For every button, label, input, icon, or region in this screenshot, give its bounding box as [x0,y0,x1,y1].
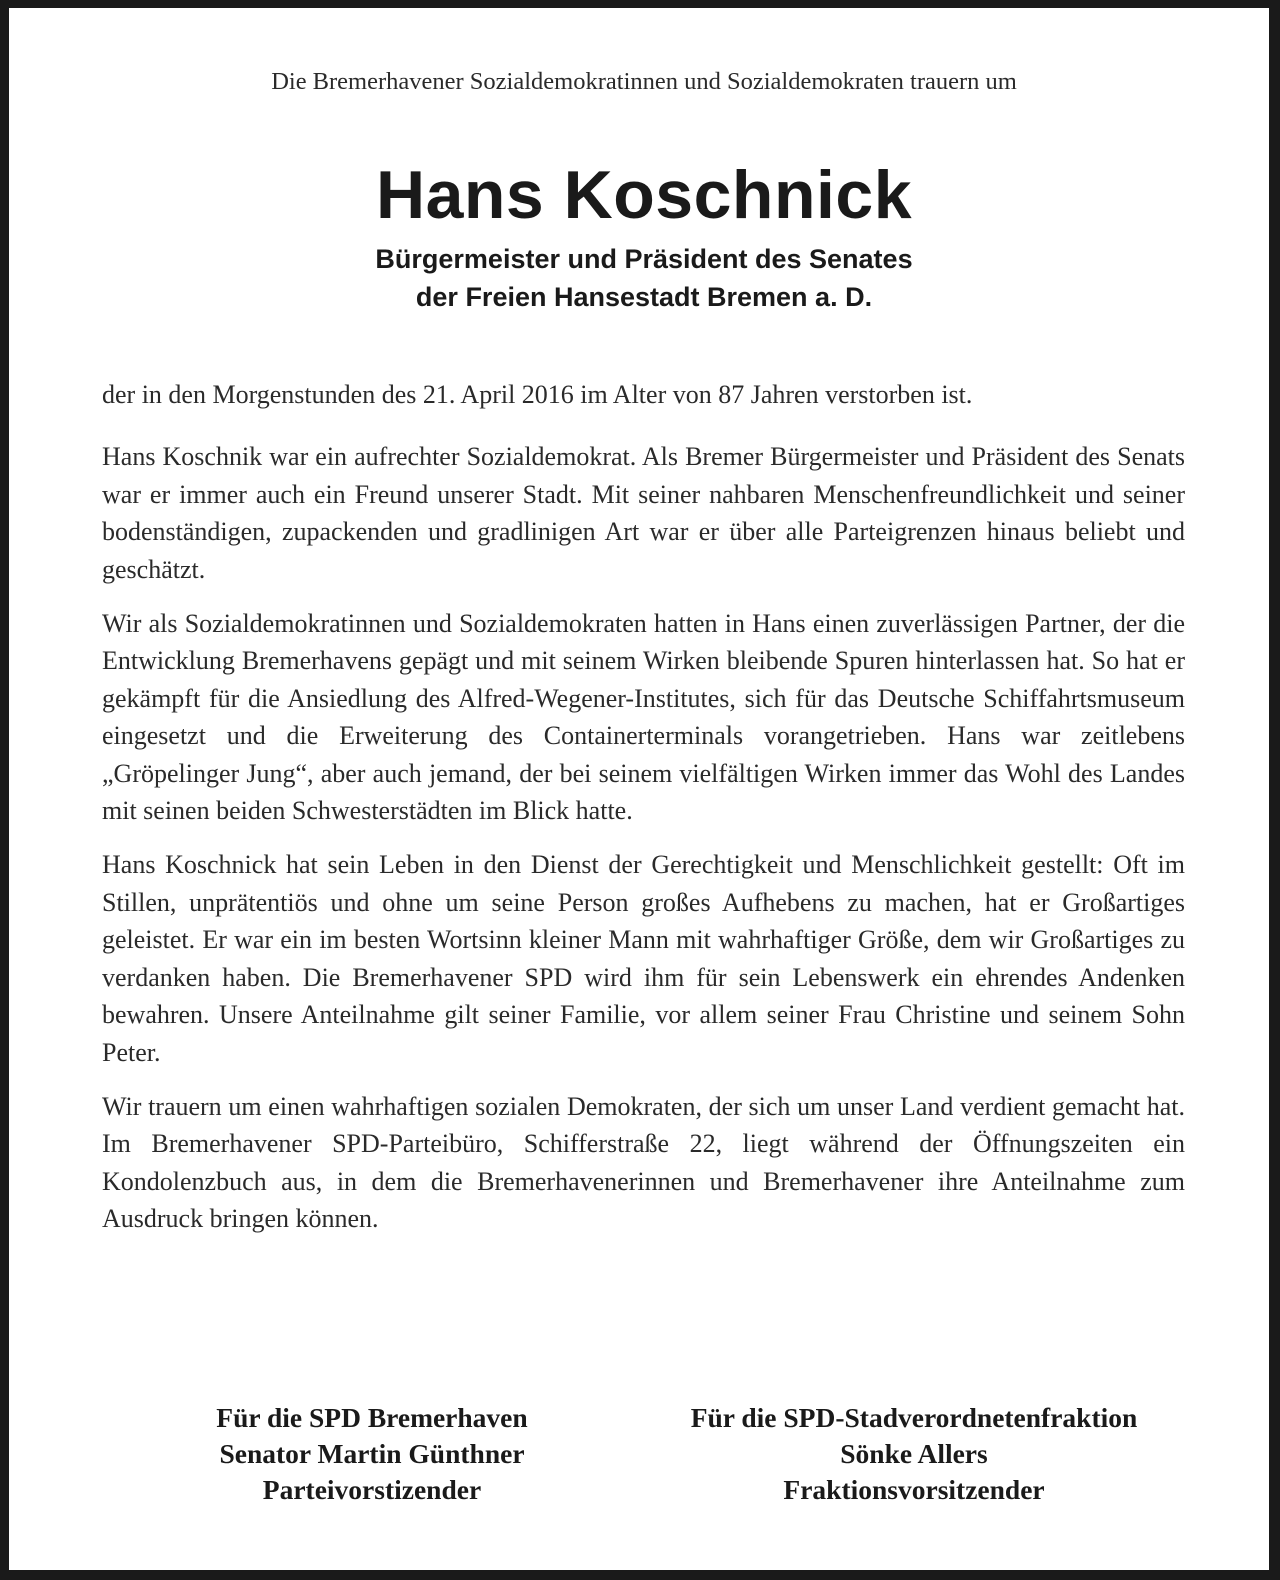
signature-person: Sönke Allers [840,1438,988,1469]
deceased-title-line-2: der Freien Hansestadt Bremen a. D. [415,282,873,312]
deceased-title-line-1: Bürgermeister und Präsident des Senates [375,244,913,274]
death-date-paragraph: der in den Morgenstunden des 21. April 2016 im Alter von 87 Jahren verstorben ist. [102,380,973,409]
signature-organization: Für die SPD Bremerhaven [216,1402,528,1433]
notice-body [102,376,1185,1255]
body-paragraph: Hans Koschnik war ein aufrechter Sozialdemokrat. Als Bremer Bürgermeister und Präsident des Senats war er immer auch ein Freund unserer Stadt. Mit seiner nahbaren Menschenfreundlichkeit und seiner bodenständigen, zupackenden und gradlinigen Art war er über alle Parteigrenzen hinaus beliebt und geschätzt. [102,442,1185,584]
signature-person: Senator Martin Günthner [219,1438,525,1469]
intro-line: Die Bremerhavener Sozialdemokratinnen und Sozialdemokraten trauern um [271,68,1017,95]
deceased-title [9,240,1279,316]
signature-organization: Für die SPD-Stadverordnetenfraktion [690,1402,1138,1433]
signature-role: Fraktionsvorsitzender [783,1474,1045,1505]
body-paragraph: Hans Koschnick hat sein Leben in den Dienst der Gerechtigkeit und Menschlichkeit gestellt: Oft im Stillen, unprätentiös und ohne um seine Person großes Aufhebens zu machen, hat er Großartiges geleistet. Er war ein im besten Wortsinn kleiner Mann mit wahrhaftiger Größe, dem wir Großartiges zu verdanken haben. Die Bremerhavener SPD wird ihm für sein Lebenswerk ein ehrendes Andenken bewahren. Unsere Anteilnahme gilt seiner Familie, vor allem seiner Frau Christine und seinem Sohn Peter. [102,850,1185,1067]
body-paragraph: Wir als Sozialdemokratinnen und Sozialdemokraten hatten in Hans einen zuverlässigen Partner, der die Entwicklung Bremerhavens gepägt und mit seinem Wirken bleibende Spuren hinterlassen hat. So hat er gekämpft für die Ansiedlung des Alfred-Wegener-Institutes, sich für das Deutsche Schiffahrtsmuseum eingesetzt und die Erweiterung des Containerterminals vorangetrieben. Hans war zeitlebens „Gröpelinger Jung“, aber auch jemand, der bei seinem vielfältigen Wirken immer das Wohl des Landes mit seinen beiden Schwesterstädten im Blick hatte. [102,609,1185,826]
deceased-name: Hans Koschnick [375,157,913,233]
signature-spd-bremerhaven [102,1400,642,1508]
signature-spd-fraktion [644,1400,1184,1508]
signature-role: Parteivorstizender [262,1474,482,1505]
body-paragraph: Wir trauern um einen wahrhaftigen sozialen Demokraten, der sich um unser Land verdient gemacht hat. Im Bremerhavener SPD-Parteibüro, Schifferstraße 22, liegt während der Öffnungszeiten ein Kondolenzbuch aus, in dem die Bremerhavenerinnen und Bremerhavener ihre Anteilnahme zum Ausdruck bringen können. [102,1091,1185,1234]
